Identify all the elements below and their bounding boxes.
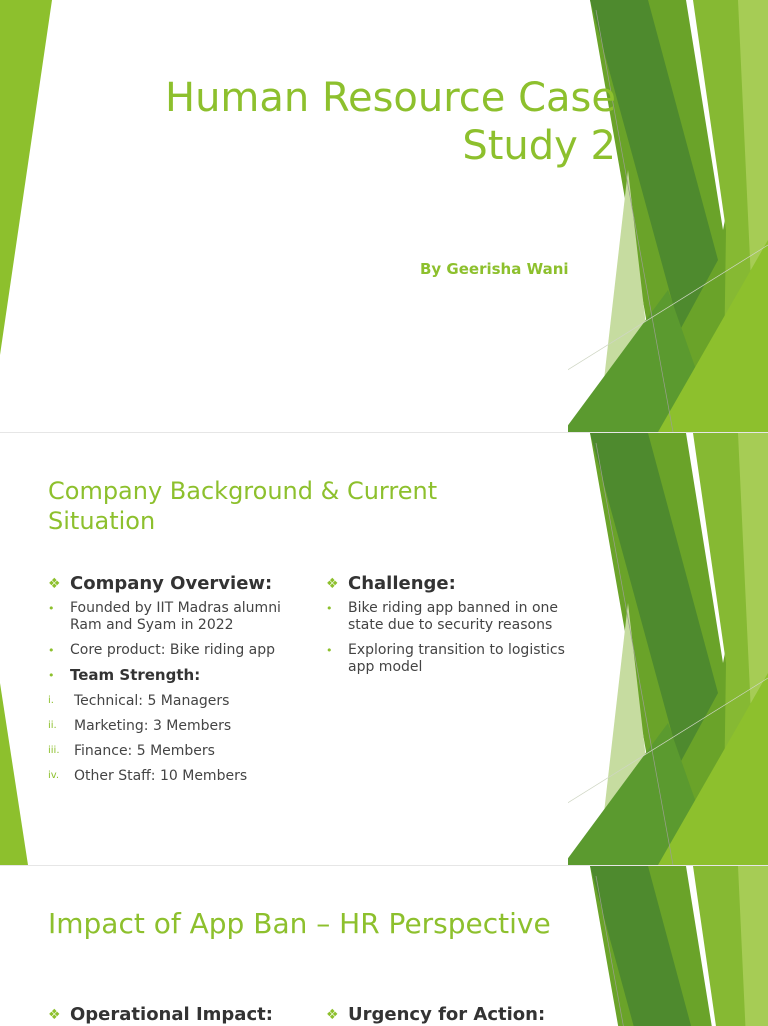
- bullet-text: Core product: Bike riding app: [70, 642, 276, 658]
- item-number: i.: [48, 695, 54, 706]
- heading-text: Urgency for Action:: [348, 1004, 546, 1025]
- slide-title-line-2: Situation: [48, 507, 156, 535]
- numbered-item: [48, 742, 298, 760]
- right-facet-decoration: [568, 433, 768, 865]
- impact-slide: [0, 866, 768, 1026]
- diamond-bullet-icon: ❖: [326, 1006, 339, 1023]
- item-text: Finance: 5 Members: [74, 743, 215, 759]
- right-facet-decoration: [568, 866, 768, 1026]
- list-item: [326, 600, 576, 634]
- list-item: [48, 642, 298, 659]
- item-number: iv.: [48, 770, 60, 781]
- company-overview-heading: [48, 573, 298, 594]
- heading-text: Challenge:: [348, 573, 456, 594]
- company-background-slide: [0, 433, 768, 865]
- company-overview-column: [48, 573, 298, 792]
- list-item: [48, 667, 298, 684]
- challenge-heading: [326, 573, 576, 594]
- diamond-bullet-icon: ❖: [326, 575, 339, 592]
- dot-bullet-icon: •: [48, 602, 55, 615]
- title-slide: [0, 0, 768, 432]
- slide-title: Impact of App Ban – HR Perspective: [48, 907, 551, 940]
- challenge-column: [326, 573, 576, 684]
- operational-impact-heading: [48, 1004, 298, 1025]
- urgency-column: [326, 1004, 576, 1026]
- item-number: ii.: [48, 720, 57, 731]
- item-number: iii.: [48, 745, 60, 756]
- bullet-text: Founded by IIT Madras alumni Ram and Syam in 2022: [70, 600, 281, 633]
- heading-text: Operational Impact:: [70, 1004, 273, 1025]
- diamond-bullet-icon: ❖: [48, 575, 61, 592]
- left-stripe-decoration: [0, 0, 60, 432]
- item-text: Marketing: 3 Members: [74, 718, 232, 734]
- dot-bullet-icon: •: [326, 644, 333, 657]
- urgency-heading: [326, 1004, 576, 1025]
- slide-title: [48, 476, 437, 536]
- list-item: [326, 642, 576, 676]
- numbered-item: [48, 767, 298, 785]
- item-text: Other Staff: 10 Members: [74, 768, 248, 784]
- title-line-1: Human Resource Case: [164, 75, 616, 121]
- team-strength-heading: Team Strength:: [70, 666, 201, 684]
- author-byline: By Geerisha Wani: [420, 260, 569, 278]
- diamond-bullet-icon: ❖: [48, 1006, 61, 1023]
- presentation-title: [165, 74, 616, 170]
- list-item: [48, 600, 298, 634]
- operational-impact-column: [48, 1004, 298, 1026]
- numbered-item: [48, 717, 298, 735]
- numbered-item: [48, 692, 298, 710]
- item-text: Technical: 5 Managers: [74, 693, 230, 709]
- title-line-2: Study 2: [462, 123, 616, 169]
- dot-bullet-icon: •: [326, 602, 333, 615]
- right-facet-decoration: [568, 0, 768, 432]
- heading-text: Company Overview:: [70, 573, 273, 594]
- bullet-text: Bike riding app banned in one state due to security reasons: [348, 600, 559, 633]
- dot-bullet-icon: •: [48, 644, 55, 657]
- dot-bullet-icon: •: [48, 669, 55, 682]
- slide-title-line-1: Company Background & Current: [48, 477, 438, 505]
- bullet-text: Exploring transition to logistics app model: [348, 642, 565, 675]
